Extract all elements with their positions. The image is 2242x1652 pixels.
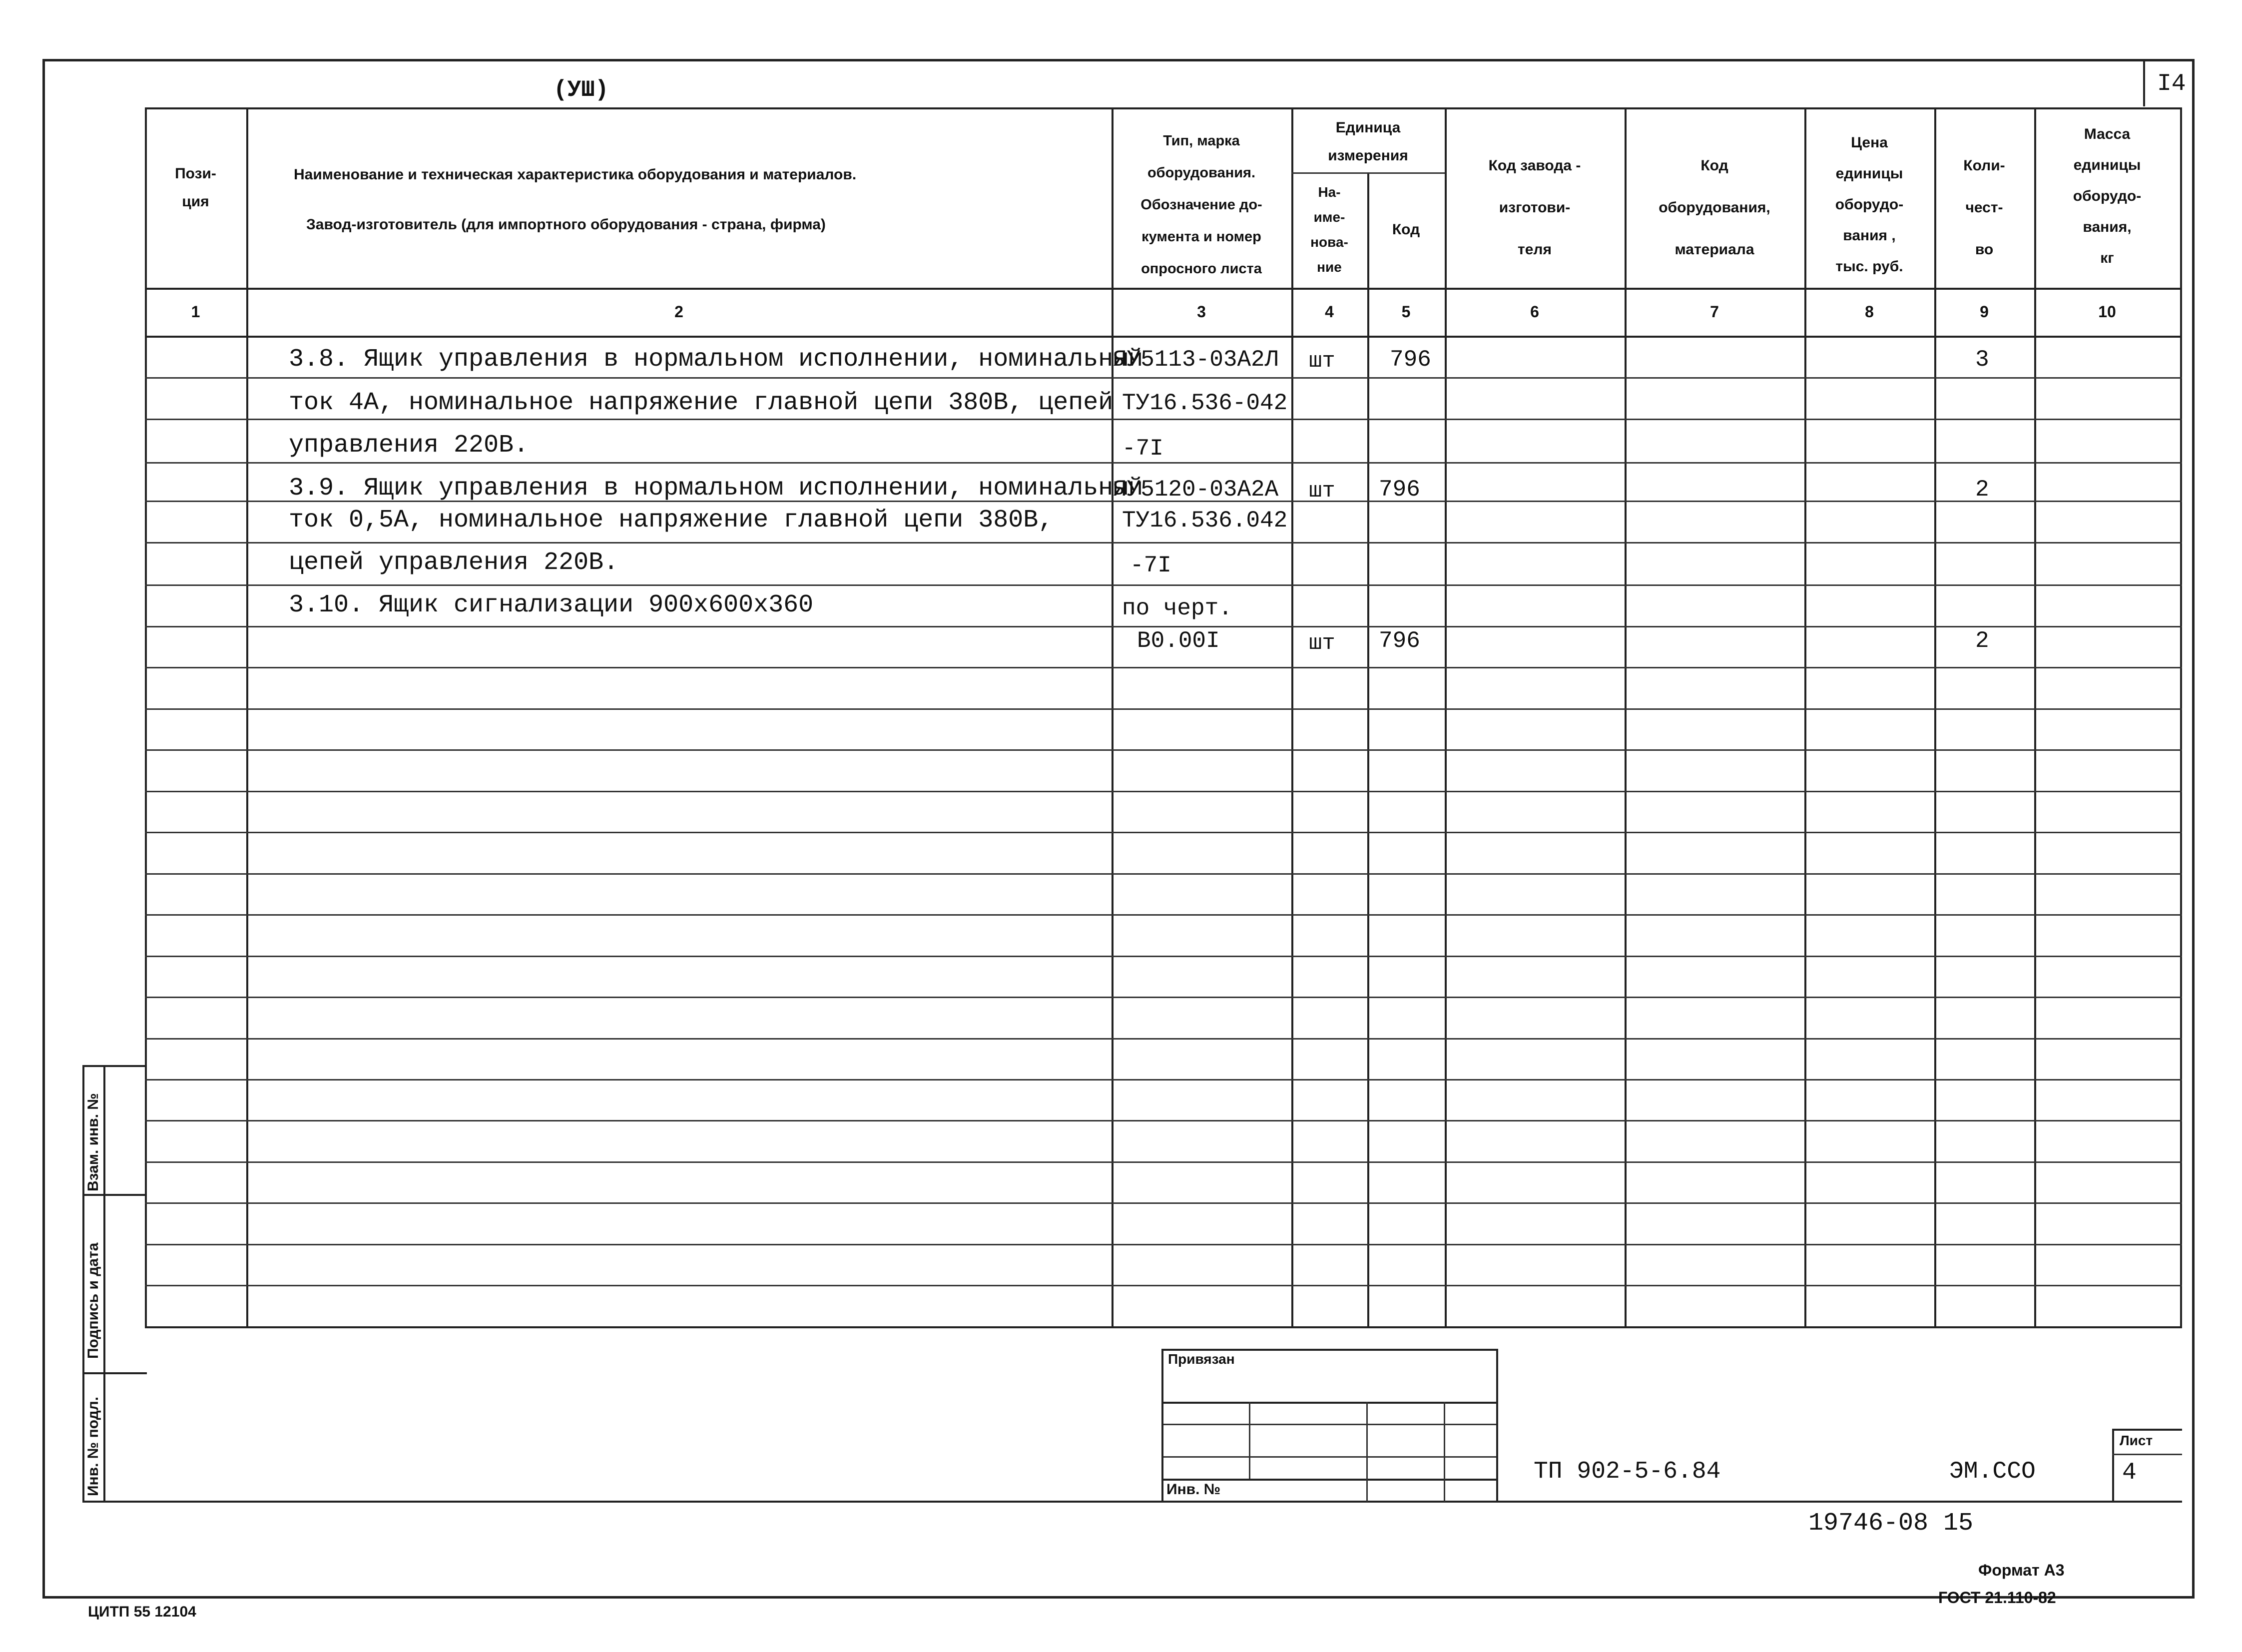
handwritten-stamp: 19746-08 15 xyxy=(1808,1509,1974,1538)
row-line xyxy=(145,584,2182,586)
header-unit-name: На- име- нова- ние xyxy=(1310,184,1348,275)
linked-right xyxy=(1496,1349,1498,1502)
row-2-type: ТУ16.536-042 xyxy=(1122,390,1288,416)
sheet-box-mid xyxy=(2112,1454,2182,1455)
colnum-2: 2 xyxy=(674,303,683,321)
linked-top xyxy=(1161,1349,1497,1351)
section-mark: (УШ) xyxy=(554,77,609,103)
row-2-name: ток 4А, номинальное напряжение главной цепи 380В, цепей xyxy=(289,389,1114,417)
row-1-code: 796 xyxy=(1390,347,1431,373)
stamp-col-left xyxy=(82,1065,84,1503)
stamp-div-1 xyxy=(82,1194,147,1196)
row-line xyxy=(145,1038,2182,1040)
header-quantity: Коли- чест- во xyxy=(1963,157,2005,258)
stamp-replace-inv: Взам. инв. № xyxy=(85,1093,101,1191)
row-5-type: ТУ16.536.042 xyxy=(1122,508,1288,534)
table-top-border xyxy=(145,107,2182,109)
row-line xyxy=(145,1079,2182,1081)
row-line xyxy=(145,873,2182,875)
format-label: Формат А3 xyxy=(1978,1561,2065,1579)
standard-label: ГОСТ 21.110-82 xyxy=(1938,1589,2056,1607)
row-1-name: 3.8. Ящик управления в нормальном исполнении, номинальный xyxy=(289,345,1143,374)
row-line xyxy=(145,1202,2182,1204)
sheet-label: Лист xyxy=(2120,1433,2153,1448)
row-6-type: -7I xyxy=(1130,552,1171,578)
linked-div-4 xyxy=(1161,1479,1497,1481)
row-6-name: цепей управления 220В. xyxy=(289,549,619,577)
row-3-name: управления 220В. xyxy=(289,431,529,460)
table-right-border xyxy=(2180,107,2182,1326)
printer-code: ЦИТП 55 12104 xyxy=(88,1604,196,1620)
row-8-qty: 2 xyxy=(1975,628,1989,654)
table-bottom-border xyxy=(145,1326,2182,1328)
row-4-type: ЯУ5120-03А2А xyxy=(1113,477,1279,503)
colnum-4: 4 xyxy=(1325,303,1334,321)
header-unit-group: Единица измерения xyxy=(1328,119,1408,164)
colnum-6: 6 xyxy=(1530,303,1539,321)
stamp-bottom xyxy=(82,1501,147,1503)
stamp-div-2 xyxy=(82,1372,147,1374)
row-7-name: 3.10. Ящик сигнализации 900х600х360 xyxy=(289,591,814,619)
row-line xyxy=(145,914,2182,916)
sheet-box-top xyxy=(2112,1429,2182,1431)
stamp-col-mid xyxy=(103,1065,105,1503)
sheet-number: 4 xyxy=(2122,1459,2137,1486)
row-line xyxy=(145,708,2182,710)
row-line xyxy=(145,1120,2182,1121)
header-position: Пози- ция xyxy=(175,165,216,210)
row-line xyxy=(145,462,2182,464)
row-8-type: В0.00I xyxy=(1137,628,1220,654)
header-equipment-code: Код оборудования, материала xyxy=(1659,157,1770,258)
header-unit-code: Код xyxy=(1392,221,1420,238)
unit-subheader-line xyxy=(1291,172,1445,174)
row-line xyxy=(145,377,2182,379)
colnum-1: 1 xyxy=(191,303,200,321)
row-4-unit: шт xyxy=(1309,479,1335,504)
row-line xyxy=(145,542,2182,544)
title-area-bottom xyxy=(145,1501,2182,1503)
doc-code: ЭМ.ССО xyxy=(1949,1458,2036,1485)
row-5-name: ток 0,5А, номинальное напряжение главной цепи 380В, xyxy=(289,506,1054,535)
linked-div-1 xyxy=(1161,1402,1497,1404)
row-line xyxy=(145,1285,2182,1286)
header-name: Наименование и техническая характеристика оборудования и материалов. Завод-изготовитель (для импортного оборудования - страна, фирма) xyxy=(294,166,857,233)
row-4-code: 796 xyxy=(1379,477,1420,503)
header-factory-code: Код завода - изготови- теля xyxy=(1488,157,1581,258)
row-line xyxy=(145,749,2182,751)
header-mass: Масса единицы оборудо- вания, кг xyxy=(2073,126,2142,266)
row-8-unit: шт xyxy=(1309,631,1335,656)
row-line xyxy=(145,1244,2182,1245)
linked-left xyxy=(1161,1349,1163,1502)
row-8-code: 796 xyxy=(1379,628,1420,654)
row-1-unit: шт xyxy=(1309,349,1335,374)
colnum-8: 8 xyxy=(1865,303,1874,321)
stamp-signature-date: Подпись и дата xyxy=(85,1242,101,1359)
linked-div-3 xyxy=(1161,1456,1497,1458)
page-corner-divider xyxy=(2143,59,2145,106)
linked-v-2 xyxy=(1366,1402,1368,1502)
colnum-7: 7 xyxy=(1710,303,1719,321)
row-4-name: 3.9. Ящик управления в нормальном исполнении, номинальный xyxy=(289,474,1143,503)
doc-number: ТП 902-5-6.84 xyxy=(1534,1458,1721,1485)
header-type: Тип, марка оборудования. Обозначение до- кумента и номер опросного листа xyxy=(1140,133,1262,277)
linked-v-3 xyxy=(1444,1402,1445,1502)
linked-label: Привязан xyxy=(1168,1351,1235,1367)
row-line xyxy=(145,832,2182,833)
inv-label: Инв. № xyxy=(1166,1481,1221,1498)
row-line xyxy=(145,1161,2182,1163)
colnum-3: 3 xyxy=(1197,303,1206,321)
stamp-original-inv: Инв. № подл. xyxy=(85,1396,101,1496)
row-1-qty: 3 xyxy=(1975,347,1989,373)
row-line xyxy=(145,956,2182,957)
colnum-9: 9 xyxy=(1980,303,1989,321)
row-line xyxy=(145,667,2182,668)
page-corner-number: I4 xyxy=(2157,70,2186,97)
linked-div-2 xyxy=(1161,1424,1497,1425)
stamp-top xyxy=(82,1065,147,1067)
header-price: Цена единицы оборудо- вания , тыс. руб. xyxy=(1835,134,1904,275)
colnum-10: 10 xyxy=(2098,303,2116,321)
row-line xyxy=(145,419,2182,420)
row-1-type: ЯУ5113-03А2Л xyxy=(1113,347,1279,373)
colnum-5: 5 xyxy=(1401,303,1411,321)
row-7-type: по черт. xyxy=(1122,595,1232,621)
colnum-bottom-border xyxy=(145,336,2182,338)
row-line xyxy=(145,791,2182,792)
row-4-qty: 2 xyxy=(1975,477,1989,503)
linked-v-1 xyxy=(1249,1402,1250,1479)
sheet-box-left xyxy=(2112,1429,2114,1502)
row-line xyxy=(145,997,2182,998)
row-3-type: -7I xyxy=(1122,436,1163,462)
